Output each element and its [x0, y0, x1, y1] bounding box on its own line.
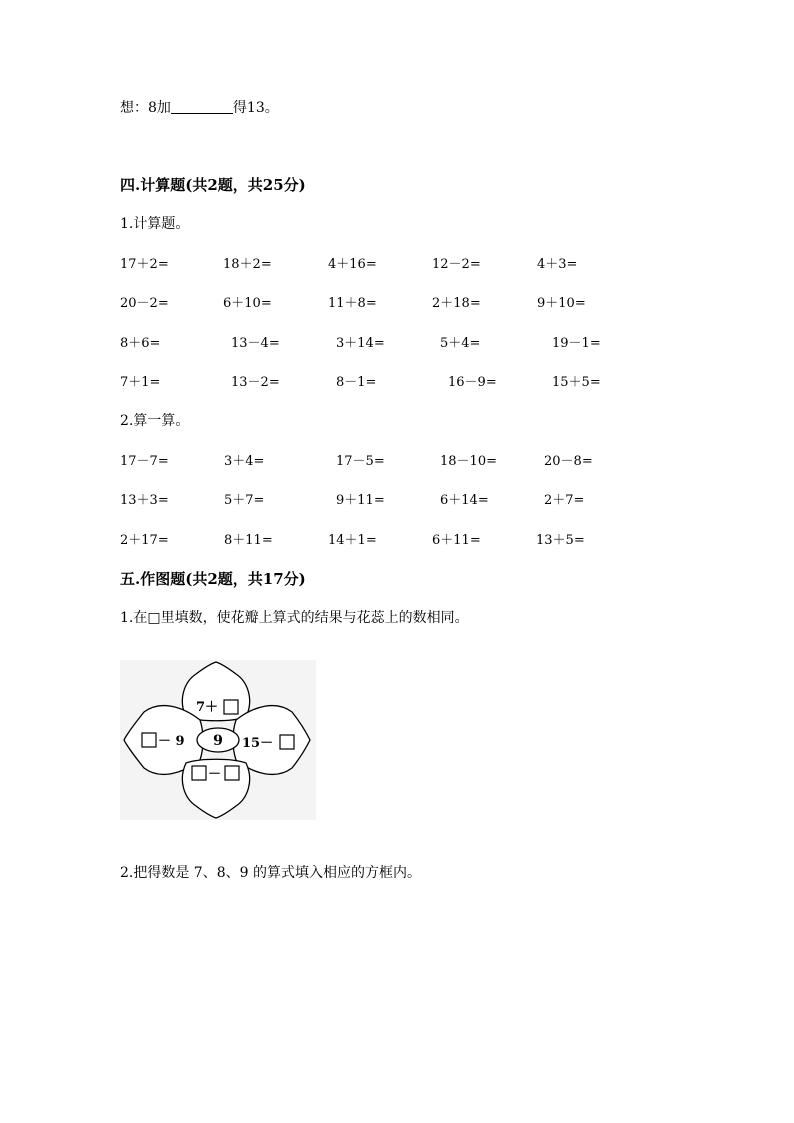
calc-item: 11＋8=: [328, 296, 377, 311]
center-number: 9: [213, 733, 223, 749]
section5-title: 五.作图题(共2题，共17分): [120, 570, 306, 588]
answer-blank[interactable]: [171, 99, 233, 114]
calc-item: 15＋5=: [552, 375, 601, 390]
calc-item: 13－4=: [231, 336, 280, 351]
calc-row: [0, 450, 794, 470]
section4-q1-label: 1.计算题。: [120, 216, 190, 232]
calc-item: 20－2=: [120, 296, 169, 311]
section5-q1-label: 1.在□里填数，使花瓣上算式的结果与花蕊上的数相同。: [120, 610, 469, 626]
calc-item: 2＋17=: [120, 533, 169, 548]
section4-q2-label: 2.算一算。: [120, 413, 190, 429]
calc-item: 3＋14=: [336, 336, 385, 351]
calc-item: 5＋7=: [224, 493, 265, 508]
answer-box-top[interactable]: [224, 700, 238, 714]
calc-item: 13＋5=: [536, 533, 585, 548]
calc-item: 6＋10=: [223, 296, 272, 311]
calc-row: [0, 489, 794, 509]
calc-item: 5＋4=: [440, 336, 481, 351]
calc-item: 8－1=: [336, 375, 377, 390]
calc-item: 17－5=: [336, 454, 385, 469]
answer-box-bottom-left[interactable]: [192, 766, 206, 780]
section5-q2-label: 2.把得数是 7、8、9 的算式填入相应的方框内。: [120, 865, 421, 881]
calc-row: [0, 292, 794, 312]
calc-item: 13＋3=: [120, 493, 169, 508]
calc-item: 14＋1=: [328, 533, 377, 548]
calc-row: [0, 253, 794, 273]
calc-row: [0, 371, 794, 391]
left-expression: － 9: [158, 734, 185, 749]
calc-item: 19－1=: [552, 336, 601, 351]
calc-item: 13－2=: [231, 375, 280, 390]
calc-item: 12－2=: [432, 257, 481, 272]
calc-item: 16－9=: [448, 375, 497, 390]
answer-box-bottom-right[interactable]: [225, 766, 239, 780]
calc-item: 8＋6=: [120, 336, 161, 351]
bottom-expression: －: [208, 767, 222, 782]
calc-item: 9＋10=: [537, 296, 586, 311]
calc-item: 2＋7=: [544, 493, 585, 508]
top-expression: 7＋: [196, 700, 219, 715]
calc-item: 4＋3=: [537, 257, 578, 272]
section4-title: 四.计算题(共2题，共25分): [120, 176, 306, 194]
calc-item: 6＋14=: [440, 493, 489, 508]
calc-item: 7＋1=: [120, 375, 161, 390]
calc-item: 17＋2=: [120, 257, 169, 272]
calc-item: 17－7=: [120, 454, 169, 469]
calc-item: 2＋18=: [432, 296, 481, 311]
answer-box-left[interactable]: [142, 733, 156, 747]
calc-item: 18＋2=: [223, 257, 272, 272]
calc-item: 18－10=: [440, 454, 497, 469]
calc-item: 8＋11=: [224, 533, 273, 548]
calc-item: 3＋4=: [224, 454, 265, 469]
calc-item: 9＋11=: [336, 493, 385, 508]
answer-box-right[interactable]: [280, 735, 294, 749]
calc-row: [0, 529, 794, 549]
flower-diagram: [120, 660, 316, 820]
calc-item: 6＋11=: [432, 533, 481, 548]
fill-suffix: 得13。: [232, 100, 279, 116]
right-expression: 15－: [242, 736, 274, 751]
calc-item: 20－8=: [544, 454, 593, 469]
fill-blank-line: [120, 97, 279, 117]
calc-row: [0, 332, 794, 352]
fill-prefix: 想：8加: [120, 100, 171, 116]
calc-item: 4＋16=: [328, 257, 377, 272]
